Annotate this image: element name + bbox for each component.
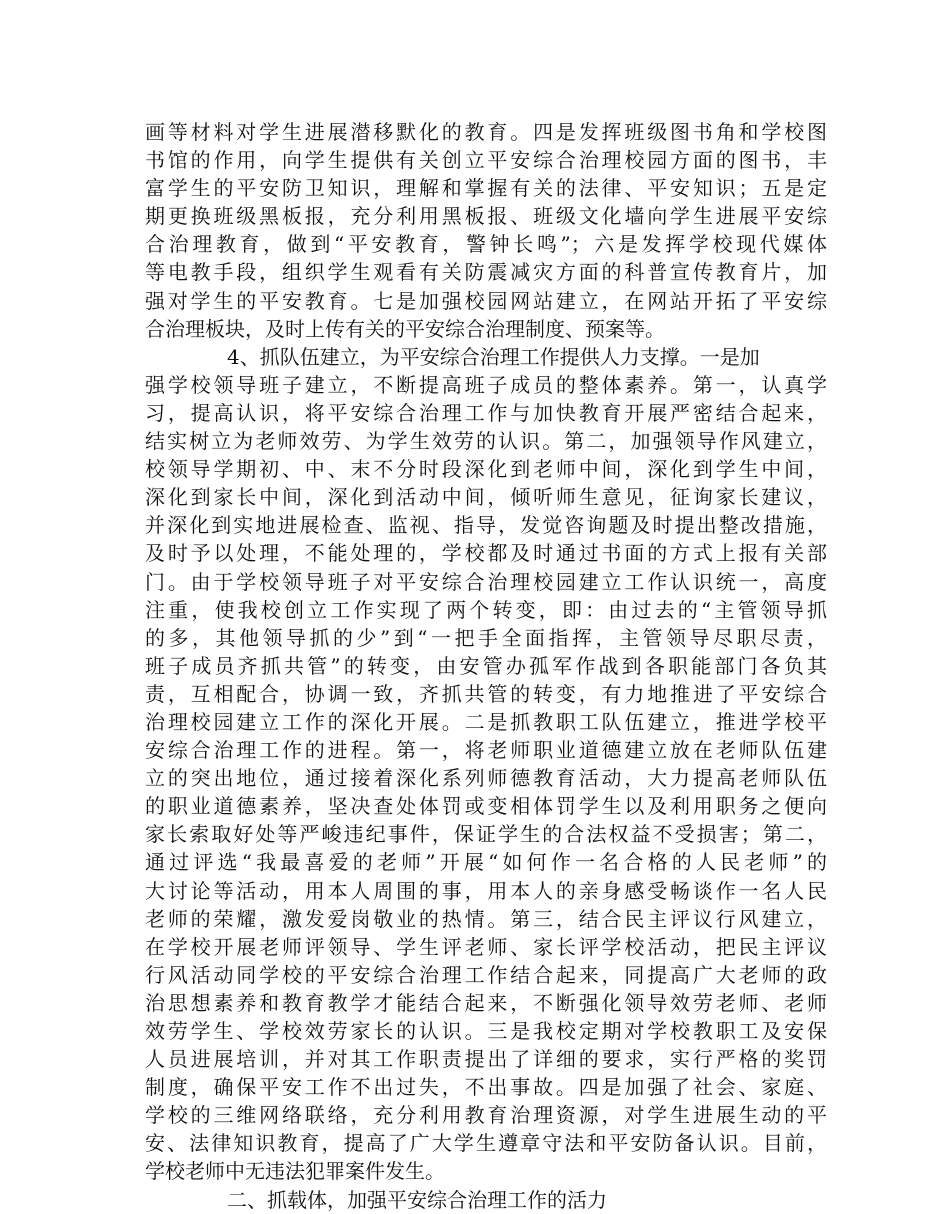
text-line: 通过评选“我最喜爱的老师”开展“如何作一名合格的人民老师”的 [145, 850, 827, 875]
text-line: 富学生的平安防卫知识，理解和掌握有关的法律、平安知识；五是定 [145, 176, 827, 201]
text-line: 结实树立为老师效劳、为学生效劳的认识。第二，加强领导作风建立， [145, 429, 827, 454]
text-line: 等电教手段，组织学生观看有关防震减灾方面的科普宣传教育片，加 [145, 260, 827, 285]
text-line: 合治理板块，及时上传有关的平安综合治理制度、预案等。 [145, 316, 665, 341]
text-line: 4、抓队伍建立，为平安综合治理工作提供人力支撑。一是加 [227, 344, 760, 369]
text-line: 并深化到实地进展检查、监视、指导，发觉咨询题及时提出整改措施， [145, 513, 827, 538]
text-line: 学校老师中无违法犯罪案件发生。 [145, 1159, 445, 1184]
text-line: 安综合治理工作的进程。第一，将老师职业道德建立放在老师队伍建 [145, 738, 827, 763]
text-line: 及时予以处理，不能处理的，学校都及时通过书面的方式上报有关部 [145, 541, 827, 566]
text-line: 行风活动同学校的平安综合治理工作结合起来，同提高广大老师的政 [145, 962, 827, 987]
text-line: 大讨论等活动，用本人周围的事，用本人的亲身感受畅谈作一名人民 [145, 878, 827, 903]
text-line: 班子成员齐抓共管”的转变，由安管办孤军作战到各职能部门各负其 [145, 653, 827, 678]
text-line: 合治理教育，做到“平安教育，警钟长鸣”；六是发挥学校现代媒体 [145, 232, 827, 257]
text-line: 注重，使我校创立工作实现了两个转变，即：由过去的“主管领导抓 [145, 597, 827, 622]
text-line: 制度，确保平安工作不出过失，不出事故。四是加强了社会、家庭、 [145, 1075, 827, 1100]
text-line: 治思想素养和教育教学才能结合起来，不断强化领导效劳老师、老师 [145, 990, 827, 1015]
text-line: 安、法律知识教育，提高了广大学生遵章守法和平安防备认识。目前， [145, 1131, 827, 1156]
text-line: 的职业道德素养，坚决查处体罚或变相体罚学生以及利用职务之便向 [145, 794, 827, 819]
text-line: 责，互相配合，协调一致，齐抓共管的转变，有力地推进了平安综合 [145, 681, 827, 706]
text-line: 习，提高认识，将平安综合治理工作与加快教育开展严密结合起来， [145, 400, 827, 425]
text-line: 立的突出地位，通过接着深化系列师德教育活动，大力提高老师队伍 [145, 766, 827, 791]
text-line: 的多，其他领导抓的少”到“一把手全面指挥，主管领导尽职尽责， [145, 625, 827, 650]
text-line: 二、抓载体，加强平安综合治理工作的活力 [227, 1187, 607, 1212]
text-line: 治理校园建立工作的深化开展。二是抓教职工队伍建立，推进学校平 [145, 709, 827, 734]
text-line: 效劳学生、学校效劳家长的认识。三是我校定期对学校教职工及安保 [145, 1019, 827, 1043]
text-line: 深化到家长中间，深化到活动中间，倾听师生意见，征询家长建议， [145, 485, 827, 510]
text-line: 门。由于学校领导班子对平安综合治理校园建立工作认识统一，高度 [145, 569, 827, 594]
text-line: 校领导学期初、中、末不分时段深化到老师中间，深化到学生中间， [145, 457, 827, 482]
text-line: 老师的荣耀，激发爱岗敬业的热情。第三，结合民主评议行风建立， [145, 906, 827, 931]
document-body-text [145, 118, 827, 1214]
text-line: 家长索取好处等严峻违纪事件，保证学生的合法权益不受损害；第二， [145, 822, 827, 847]
text-line: 强学校领导班子建立，不断提高班子成员的整体素养。第一，认真学 [145, 372, 827, 397]
text-line: 学校的三维网络联络，充分利用教育治理资源，对学生进展生动的平 [145, 1103, 827, 1128]
text-line: 期更换班级黑板报，充分利用黑板报、班级文化墙向学生进展平安综 [145, 204, 827, 229]
text-line: 人员进展培训，并对其工作职责提出了详细的要求，实行严格的奖罚 [145, 1047, 827, 1072]
text-line: 强对学生的平安教育。七是加强校园网站建立，在网站开拓了平安综 [145, 288, 827, 313]
text-line: 书馆的作用，向学生提供有关创立平安综合治理校园方面的图书，丰 [145, 148, 827, 173]
text-line: 在学校开展老师评领导、学生评老师、家长评学校活动，把民主评议 [145, 934, 827, 959]
text-line: 画等材料对学生进展潜移默化的教育。四是发挥班级图书角和学校图 [145, 120, 827, 144]
